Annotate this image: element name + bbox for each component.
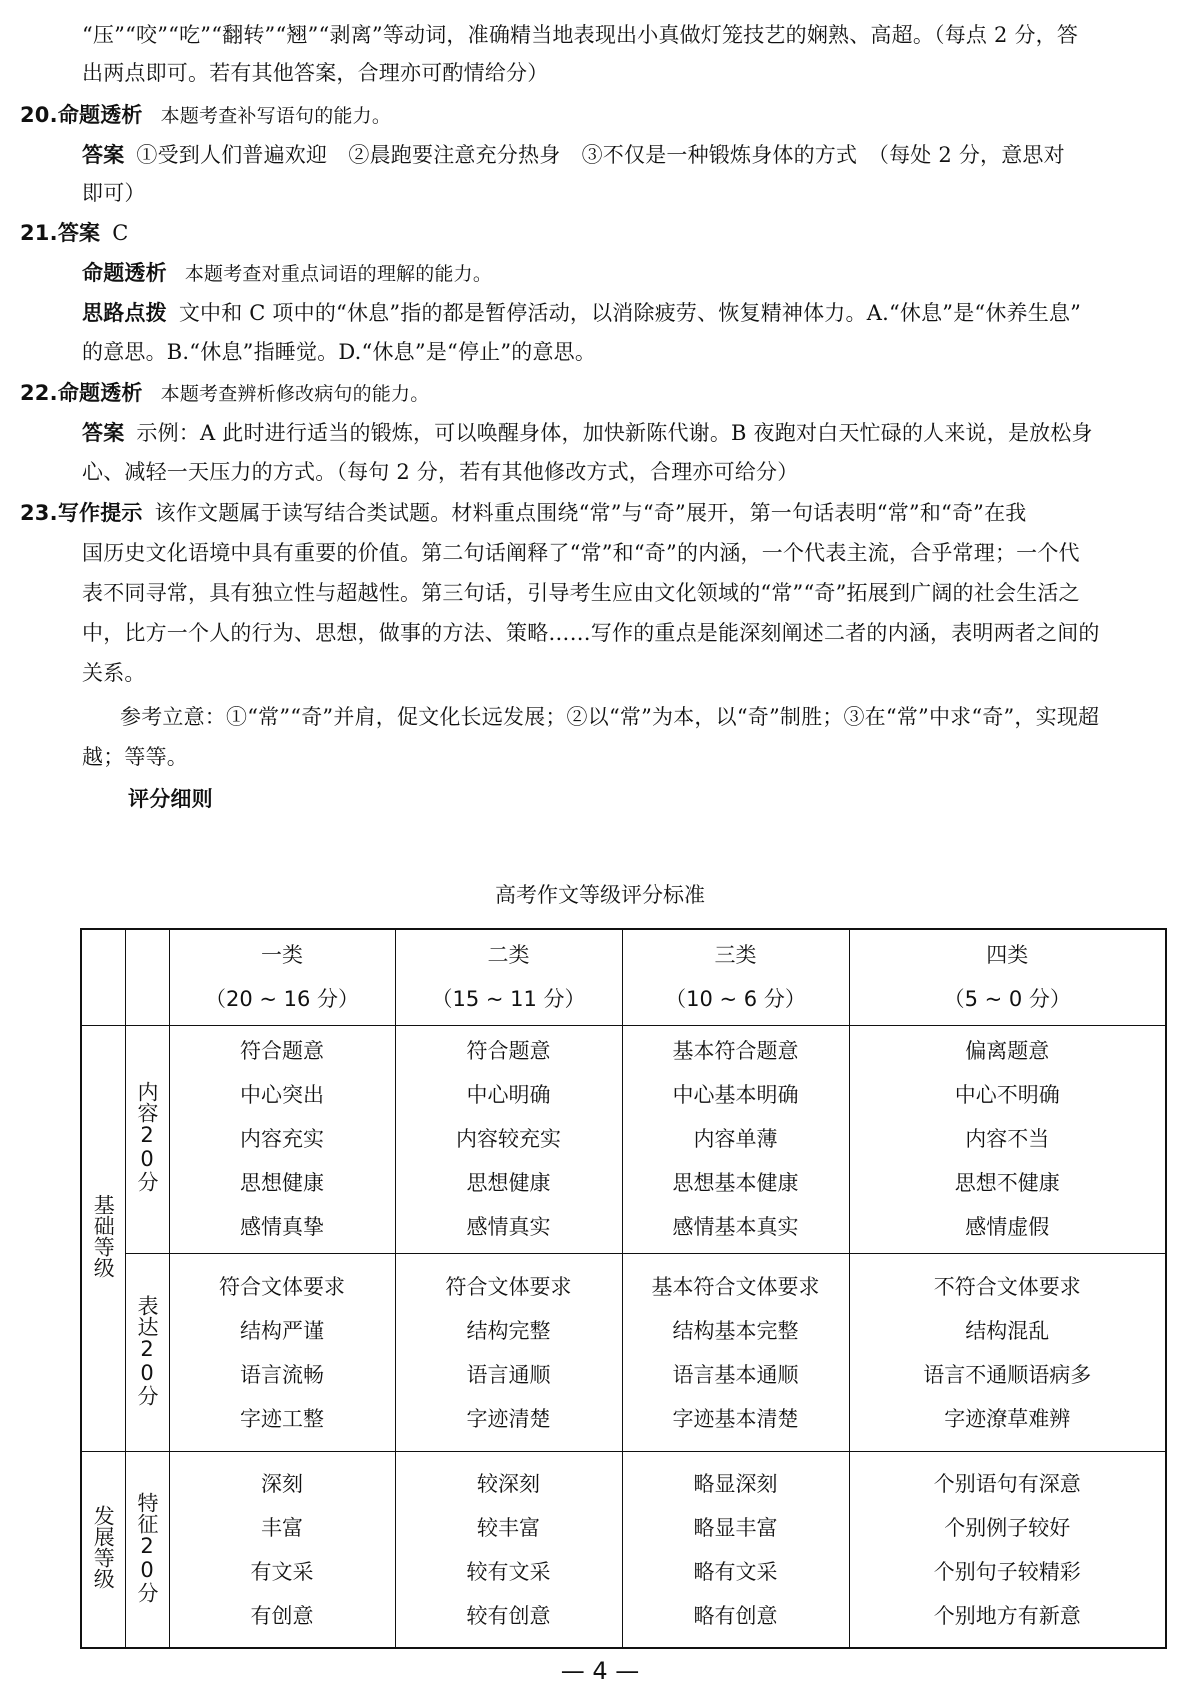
analysis-text: 本题考查补写语句的能力。: [160, 105, 392, 127]
table-cell: 符合文体要求 结构严谨 语言流畅 字迹工整: [169, 1253, 395, 1451]
grading-table: [80, 928, 1167, 1649]
analysis-text: 本题考查辨析修改病句的能力。: [160, 383, 430, 405]
label-writing-tip: 写作提示: [57, 501, 143, 525]
table-corner: [81, 929, 125, 1025]
text-line: 出两点即可。若有其他答案，合理亦可酌情给分）: [82, 61, 549, 85]
table-cell: 符合文体要求 结构完整 语言通顺 字迹清楚: [395, 1253, 622, 1451]
table-corner: [125, 929, 169, 1025]
label-tip: 思路点拨: [82, 301, 167, 325]
question-number: 22.: [20, 381, 58, 405]
question-21-analysis: [82, 258, 1162, 289]
label-analysis: 命题透析: [57, 103, 143, 127]
row-label: 表达20分: [125, 1253, 169, 1451]
text-line: 参考立意：①“常”“奇”并肩，促文化长远发展；②以“常”为本，以“奇”制胜；③在“常”中求“奇”，实现超: [120, 705, 1100, 729]
question-21-answer: [20, 218, 1100, 248]
table-cell: 较深刻 较丰富 较有文采 较有创意: [395, 1452, 622, 1648]
table-cell: 偏离题意 中心不明确 内容不当 思想不健康 感情虚假: [849, 1025, 1166, 1253]
answer-text: ①受到人们普遍欢迎 ②晨跑要注意充分热身 ③不仅是一种锻炼身体的方式 （每处 2 分，意思对: [136, 143, 1065, 167]
text-line: 表不同寻常，具有独立性与超越性。第三句话，引导考生应由文化领域的“常”“奇”拓展到广阔的社会生活之: [82, 581, 1080, 605]
table-cell: 基本符合文体要求 结构基本完整 语言基本通顺 字迹基本清楚: [622, 1253, 849, 1451]
label-answer: 答案: [82, 421, 125, 445]
answer-text: C: [112, 221, 129, 245]
text-line: “压”“咬”“吃”“翻转”“翘”“剥离”等动词，准确精当地表现出小真做灯笼技艺的娴熟、高超。（每点 2 分，答: [82, 23, 1079, 47]
label-analysis: 命题透析: [82, 261, 167, 285]
table-row-expression: [81, 1253, 1166, 1451]
table-header: 三类 （10 ~ 6 分）: [622, 929, 849, 1025]
table-cell: 个别语句有深意 个别例子较好 个别句子较精彩 个别地方有新意: [849, 1452, 1166, 1648]
question-number: 20.: [20, 103, 58, 127]
label-analysis: 命题透析: [57, 381, 143, 405]
question-23-tip: [20, 498, 1100, 528]
question-21-tip: [82, 298, 1162, 328]
text-line: 越；等等。: [82, 745, 188, 769]
row-label: 特征20分: [125, 1452, 169, 1648]
table-cell: 不符合文体要求 结构混乱 语言不通顺语病多 字迹潦草难辨: [849, 1253, 1166, 1451]
table-row-features: [81, 1452, 1166, 1648]
text-line: 的意思。B.“休息”指睡觉。D.“休息”是“停止”的意思。: [82, 340, 597, 364]
table-row-content: [81, 1025, 1166, 1253]
analysis-text: 本题考查对重点词语的理解的能力。: [184, 263, 493, 285]
table-header: 一类 （20 ~ 16 分）: [169, 929, 395, 1025]
label-answer: 答案: [82, 143, 125, 167]
tip-text: 文中和 C 项中的“休息”指的都是暂停活动，以消除疲劳、恢复精神体力。A.“休息”是“休养生息”: [178, 301, 1082, 325]
row-group-label: 发展等级: [81, 1452, 125, 1648]
text-line: 国历史文化语境中具有重要的价值。第二句话阐释了“常”和“奇”的内涵，一个代表主流，合乎常理；一个代: [82, 541, 1080, 565]
text-line: 中，比方一个人的行为、思想，做事的方法、策略……写作的重点是能深刻阐述二者的内涵，表明两者之间的: [82, 621, 1100, 645]
tip-text: 该作文题属于读写结合类试题。材料重点围绕“常”与“奇”展开，第一句话表明“常”和“奇”在我: [154, 501, 1027, 525]
table-cell: 基本符合题意 中心基本明确 内容单薄 思想基本健康 感情基本真实: [622, 1025, 849, 1253]
table-cell: 深刻 丰富 有文采 有创意: [169, 1452, 395, 1648]
question-22-analysis: [20, 378, 1100, 409]
table-title: 高考作文等级评分标准: [495, 883, 705, 907]
question-number: 21.: [20, 221, 58, 245]
text-line: 关系。: [82, 661, 146, 685]
question-number: 23.: [20, 501, 58, 525]
text-line: 即可）: [82, 181, 146, 205]
question-20-answer: [82, 140, 1162, 170]
label-answer: 答案: [57, 221, 101, 245]
row-label: 内容20分: [125, 1025, 169, 1253]
text-line: 心、减轻一天压力的方式。（每句 2 分，若有其他修改方式，合理亦可给分）: [82, 460, 799, 484]
answer-text: 示例：A 此时进行适当的锻炼，可以唤醒身体，加快新陈代谢。B 夜跑对白天忙碌的人来说，是放松身: [136, 421, 1093, 445]
table-header: 二类 （15 ~ 11 分）: [395, 929, 622, 1025]
question-20-analysis: [20, 100, 1100, 131]
row-group-label: 基础等级: [81, 1025, 125, 1452]
table-header-row: [81, 929, 1166, 1025]
rules-label: 评分细则: [128, 787, 213, 811]
question-22-answer: [82, 418, 1162, 448]
table-cell: 符合题意 中心明确 内容较充实 思想健康 感情真实: [395, 1025, 622, 1253]
page-number: — 4 —: [560, 1657, 640, 1685]
table-header: 四类 （5 ~ 0 分）: [849, 929, 1166, 1025]
table-cell: 略显深刻 略显丰富 略有文采 略有创意: [622, 1452, 849, 1648]
table-cell: 符合题意 中心突出 内容充实 思想健康 感情真挚: [169, 1025, 395, 1253]
